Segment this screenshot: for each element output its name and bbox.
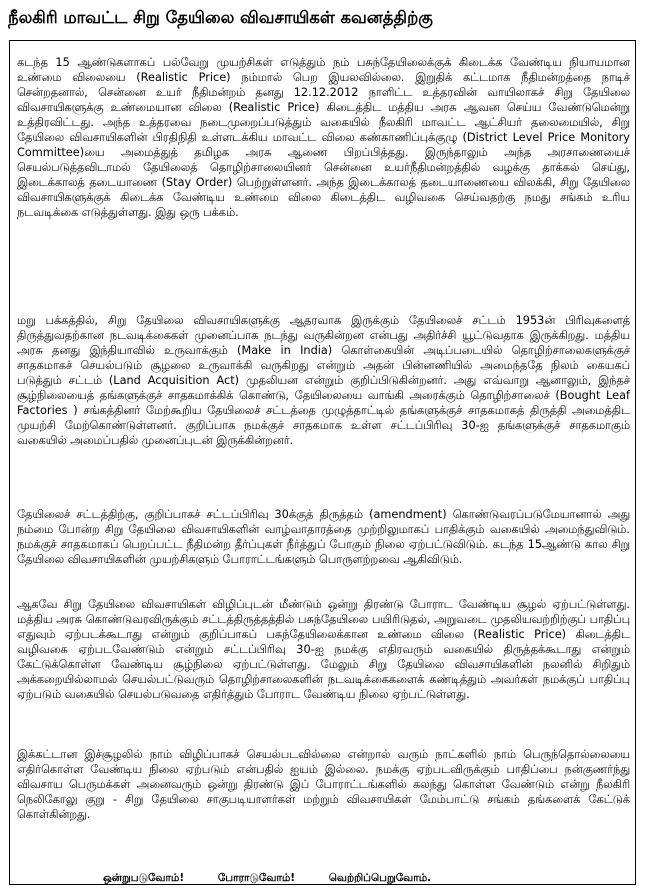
paragraph-1: கடந்த 15 ஆண்டுகளாகப் பல்வேறு முயற்சிகள் எடுத்தும் நம் பசுந்தேயிலைக்குக் கிடைக்க வேண்டிய நியாயமான உண்மை விலையை (Realistic Price) நம்மால் பெற இயலவில்லை. இறுதிக் கட்டமாக நீதிமன்றத்தை நாடிச் சென்றதனால், சென்னை உயர் நீதிமன்றம் தனது 12.12.2012 நாளிட்ட உத்தரவின் வாயிலாகச் சிறு தேயிலை விவசாயிகளுக்கு உண்மையான விலை (Realistic Price) கிடைத்திட மத்திய அரசு ஆவன செய்ய வேண்டுமென்று உத்திரவிட்டது. அந்த உத்தரவை நடைமுறைப்படுத்தும் வகையில் நீலகிரி மாவட்ட ஆட்சியர் தலைமையில், சிறு தேயிலை விவசாயிகளின் பிரதிநிதி உள்ளடக்கிய மாவட்ட விலை கண்காணிப்புக்குழு (District Level Price Monitory Committee)யை அமைத்துத் தமிழக அரசு ஆணை பிறப்பித்தது. இருந்தாலும் அந்த அரசாணையைச் செயல்படுத்தவிடாமல் தேயிலைத் தொழிற்சாலையினர் சென்னை உயர்நீதிமன்றத்தில் வழக்கு தாக்கல் செய்து, இடைக்காலத் தடையாணை (Stay Order) பெற்றுள்ளனர். அந்த இடைக்காலத் தடையாணையை விலக்கி, சிறு தேயிலை விவசாயிகளுக்குக் கிடைக்க வேண்டிய உண்மை விலை கிடைத்திட வழிவகை செய்வதற்கு நமது சங்கம் உரிய நடவடிக்கை எடுத்துள்ளது. இது ஒரு பக்கம்.	[17, 56, 630, 219]
notice-body	[9, 40, 636, 885]
paragraph-4: ஆகவே சிறு தேயிலை விவசாயிகள் விழிப்புடன் மீண்டும் ஒன்று திரண்டு போராட வேண்டிய சூழல் ஏற்பட்டுள்ளது. மத்திய அரசு கொண்டுவரவிருக்கும் சட்டத்திருத்தத்தில் பசுந்தேயிலை பயிரிடுதல், அறுவடை முதலியவற்றிற்குப் பாதிப்பு எதுவும் ஏற்படக்கூடாது என்றும் குறிப்பாகப் பசுந்தேயிலைக்கான உண்மை விலை (Realistic Price) கிடைத்திட வழிவகை ஏற்படவேண்டும் என்றும் சட்டப்பிரிவு 30-ஐ நமக்கு எதிரவரும் வகையில் திருத்தக்கூடாது என்றும் கேட்டுக்கொள்ள வேண்டிய சூழ்நிலை ஏற்பட்டுள்ளது. மேலும் சிறு தேயிலை விவசாயிகளின் நலனில் சிறிதும் அக்கறையில்லாமல் செயல்பட்டுவரும் தொழிற்சாலைகளின் நடவடிக்கைகளைக் கண்டித்தும் அவர்கள் நமக்குப் பாதிப்பு ஏற்படும் வகையில் செயல்படுவதை எதிர்த்தும் போராட வேண்டிய நிலை ஏற்பட்டுள்ளது.	[17, 598, 630, 701]
page-title: நீலகிரி மாவட்ட சிறு தேயிலை விவசாயிகள் கவனத்திற்கு	[8, 8, 433, 27]
slogan-unite: ஒன்றுபடுவோம்!	[103, 872, 185, 884]
paragraph-2: மறு பக்கத்தில், சிறு தேயிலை விவசாயிகளுக்கு ஆதரவாக இருக்கும் தேயிலைச் சட்டம் 1953ன் பிரிவுகளைத் திருத்துவதற்கான நடவடிக்கைகள் முனைப்பாக நடந்து வருகின்றன என்பது அதிர்ச்சி யூட்டுவதாக இருக்கிறது. மத்திய அரசு தனது இந்தியாவில் உருவாக்கும் (Make in India) கொள்கையின் அடிப்படையில் தொழிற்சாலைகளுக்குச் சாதகமாகச் செயல்படும் சூழலை உருவாக்கி வருகிறது என்றும் அதன் பின்னணியில் அமைந்ததே நிலம் கையகப் படுத்தும் சட்டம் (Land Acquisition Act) முதலியன என்றும் குறிப்பிடுகின்றனர். அது எவ்வாறு ஆனாலும், இந்தச் சூழ்நிலையைத் தங்களுக்குச் சாதகமாக்கிக் கொண்டு, தேயிலையை வாங்கி அரைக்கும் தொழிற்சாலைச் (Bought Leaf Factories ) சங்கத்தினர் மேற்கூறிய தேயிலைச் சட்டத்தை முழுத்தாட்டில் தங்களுக்குச் சாதகமாகத் திருத்தி அமைத்திட முயற்சி மேற்கொண்டுள்ளனர். குறிப்பாக நமக்குச் சாதகமாக உள்ள சட்டப்பிரிவு 30-ஐ தங்களுக்குச் சாதகமாகும் வகையில் அமைப்பதில் முனைப்புடன் இருக்கின்றனர்.	[17, 314, 630, 447]
slogan-win: வெற்றிப்பெறுவோம்.	[328, 872, 432, 884]
slogans-row	[103, 872, 461, 885]
paragraph-3: தேயிலைச் சட்டத்திற்கு, குறிப்பாகச் சட்டப்பிரிவு 30க்குத் திருத்தம் (amendment) கொண்டுவரப்படுமேயானால் அது நம்மை போன்ற சிறு தேயிலை விவசாயிகளின் வாழ்வாதாரத்தை முற்றிலுமாகப் பாதிக்கும் வகையில் அமைந்துவிடும். நமக்குச் சாதகமாகப் பெறப்பட்ட நீதிமன்ற தீர்ப்புகள் நீர்த்துப் போகும் நிலை ஏற்பட்டுவிடும். கடந்த 15ஆண்டு கால சிறு தேயிலை விவசாயிகளின் முயற்சிகளும் போராட்டங்களும் பொருளற்றவை ஆகிவிடும்.	[17, 508, 630, 566]
slogan-fight: போராடுவோம்!	[217, 872, 296, 884]
paragraph-5: இக்கட்டான இச்சூழலில் நாம் விழிப்பாகச் செயல்படவில்லை என்றால் வரும் நாட்களில் நாம் பெருந்தொல்லையை எதிர்கொள்ள வேண்டிய நிலை ஏற்படும் என்பதில் ஐயம் இல்லை. நமக்கு ஏற்படவிருக்கும் பாதிப்பை நன்குணர்ந்து விவசாய பெருமக்கள் அனைவரும் ஒன்று திரண்டு இப் போராட்டங்களில் கலந்து கொள்ள வேண்டும் என்று நீலகிரி நெலிகோலு குறு - சிறு தேயிலை சாகுபடியாளர்கள் மற்றும் விவசாயிகள் மேம்பாட்டு சங்கம் தங்களைக் கேட்டுக் கொள்கின்றது.	[17, 748, 630, 821]
